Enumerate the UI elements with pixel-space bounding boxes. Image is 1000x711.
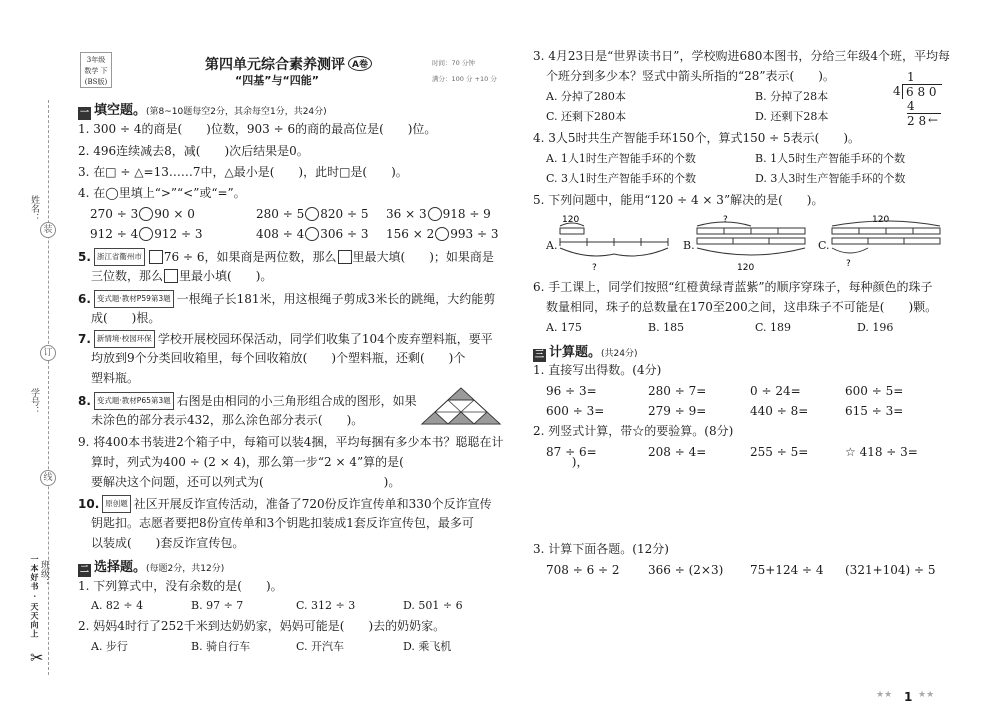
- arrow-left-icon: ←: [928, 113, 939, 127]
- compare-item: 270 ÷ 3 90 × 0: [90, 207, 195, 221]
- calc-item: ☆ 418 ÷ 3=: [845, 445, 918, 459]
- calc-item: 96 ÷ 3=: [546, 384, 597, 398]
- question-7-line2: 均放到9个分类回收箱里，每个回收箱放( )个塑料瓶，还剩( )个: [91, 351, 466, 365]
- section-calculation: [533, 341, 638, 362]
- section-title: 选择题。: [94, 560, 147, 575]
- section-title: 计算题。: [549, 345, 602, 360]
- calc-item: 440 ÷ 8=: [750, 404, 809, 418]
- page-title: [205, 54, 372, 74]
- class-label: 班级：: [39, 560, 49, 587]
- division-product: 4: [907, 99, 941, 114]
- section-fill-blank: [78, 99, 327, 120]
- compare-item: 912 ÷ 4 912 ÷ 3: [90, 227, 203, 241]
- diagram-label-b[interactable]: B.: [683, 239, 695, 252]
- section-note: (每题2分，共12分): [146, 564, 225, 574]
- answer-circle[interactable]: [435, 227, 449, 241]
- choice-6-line1: 6. 手工课上，同学们按照“红橙黄绿青蓝紫”的顺序穿珠子，每种颜色的珠子: [533, 280, 933, 294]
- question-7-line3: 塑料瓶。: [91, 371, 140, 385]
- question-3: 3. 在□ ÷ △=13……7中，△最小是( )，此时□是( )。: [78, 165, 408, 179]
- question-9-line2: 算时，列式为400 ÷ (2 × 4)，那么第一步“2 × 4”算的是( )，: [91, 455, 589, 469]
- calc-item: 600 ÷ 5=: [845, 384, 904, 398]
- calc-2-title: 2. 列竖式计算，带☆的要验算。(8分): [533, 424, 734, 438]
- choice-option[interactable]: A. 分掉了280本: [546, 90, 626, 103]
- question-tag: 新情境·校园环保: [94, 330, 155, 348]
- student-id-label: 学号：: [29, 388, 39, 415]
- answer-box[interactable]: [164, 269, 178, 283]
- choice-option[interactable]: C. 开汽车: [296, 640, 345, 653]
- choice-option[interactable]: D. 501 ÷ 6: [403, 599, 463, 612]
- choice-option[interactable]: D. 3人3时生产智能手环的个数: [755, 172, 906, 185]
- division-divisor: 4: [893, 84, 901, 98]
- answer-circle[interactable]: [305, 207, 319, 221]
- question-7-line1: 7. 新情境·校园环保 学校开展校园环保活动，同学们收集了104个废弃塑料瓶，要平: [78, 332, 493, 346]
- section-icon: 一: [79, 108, 89, 118]
- page-subtitle: “四基”与“四能”: [235, 74, 319, 87]
- choice-option[interactable]: D. 196: [857, 321, 894, 334]
- choice-option[interactable]: A. 175: [546, 321, 582, 334]
- brand-slogan: 一本好书 · 天天向上: [30, 555, 40, 639]
- choice-option[interactable]: D. 还剩下28本: [755, 110, 829, 123]
- time-limit: 时间：70 分钟: [432, 59, 475, 67]
- calc-item: 75+124 ÷ 4: [750, 563, 824, 577]
- choice-option[interactable]: C. 还剩下280本: [546, 110, 627, 123]
- compare-item: 156 × 2 993 ÷ 3: [386, 227, 499, 241]
- subject: 数学 下: [84, 67, 108, 75]
- question-4-intro: 4. 在◯里填上“>”“<”或“=”。: [78, 186, 246, 200]
- section-icon: 二: [79, 565, 89, 575]
- choice-option[interactable]: B. 185: [648, 321, 685, 334]
- calc-item: 208 ÷ 4=: [648, 445, 707, 459]
- section-multiple-choice: [78, 556, 224, 577]
- bar-diagram-a: [558, 212, 670, 274]
- choice-3-line2: 个班分到多少本？竖式中箭头所指的“28”表示( )。: [546, 69, 835, 83]
- question-10-line1: 10. 原创题 社区开展反诈宣传活动，准备了720份反诈宣传单和330个反诈宣传: [78, 497, 492, 511]
- choice-3-line1: 3. 4月23日是“世界读书日”，学校购进680本图书，分给三年级4个班，平均每: [533, 49, 950, 63]
- choice-option[interactable]: B. 97 ÷ 7: [191, 599, 244, 612]
- compare-item: 36 × 3 918 ÷ 9: [386, 207, 491, 221]
- edition: (BS版): [84, 78, 108, 86]
- question-5-line1: 5. 浙江省衢州市 76 ÷ 6，如果商是两位数，那么 里最大填( )；如果商是: [78, 250, 494, 264]
- choice-option[interactable]: C. 189: [755, 321, 792, 334]
- question-10-line3: 以装成( )套反诈宣传包。: [91, 536, 245, 550]
- answer-circle[interactable]: [428, 207, 442, 221]
- question-6-line2: 成( )根。: [91, 311, 161, 325]
- calc-item: 280 ÷ 7=: [648, 384, 707, 398]
- calc-item: 615 ÷ 3=: [845, 404, 904, 418]
- svg-text:?: ?: [592, 263, 597, 273]
- question-tag: 浙江省衢州市: [94, 248, 145, 266]
- binding-line: [48, 100, 49, 675]
- answer-box[interactable]: [338, 250, 352, 264]
- name-label: 姓名：: [29, 195, 39, 222]
- triangle-figure: [420, 386, 502, 426]
- scissors-icon: ✂: [30, 648, 44, 667]
- calc-3-title: 3. 计算下面各题。(12分): [533, 542, 669, 556]
- svg-text:120: 120: [872, 215, 890, 225]
- question-tag: 原创题: [102, 495, 131, 513]
- choice-option[interactable]: C. 312 ÷ 3: [296, 599, 356, 612]
- calc-item: 600 ÷ 3=: [546, 404, 605, 418]
- section-note: (共24分): [601, 349, 638, 359]
- division-dividend: 6 8 0: [902, 84, 942, 99]
- compare-item: 280 ÷ 5 820 ÷ 5: [256, 207, 369, 221]
- question-8-line1: 8. 变式题·教材P65第3题 右图是由相同的小三角形组合成的图形，如果: [78, 394, 417, 408]
- binding-circle: 订: [40, 345, 56, 361]
- calc-item: 0 ÷ 24=: [750, 384, 801, 398]
- calc-item: 279 ÷ 9=: [648, 404, 707, 418]
- title-text: 第四单元综合素养测评: [205, 57, 345, 73]
- choice-2-stem: 2. 妈妈4时行了252千米到达奶奶家，妈妈可能是( )去的奶奶家。: [78, 619, 446, 633]
- calc-item: 255 ÷ 5=: [750, 445, 809, 459]
- svg-text:120: 120: [737, 263, 755, 273]
- question-8-line2: 未涂色的部分表示432，那么涂色部分表示( )。: [91, 413, 364, 427]
- question-1: 1. 300 ÷ 4的商是( )位数，903 ÷ 6的商的最高位是( )位。: [78, 122, 437, 136]
- section-icon: 三: [534, 350, 544, 360]
- diagram-label-a[interactable]: A.: [546, 239, 558, 252]
- bar-diagram-b: [695, 212, 807, 274]
- grade: 3年级: [86, 56, 106, 64]
- long-division: [893, 70, 953, 130]
- choice-1-stem: 1. 下列算式中，没有余数的是( )。: [78, 579, 283, 593]
- compare-item: 408 ÷ 4 306 ÷ 3: [256, 227, 369, 241]
- choice-option[interactable]: A. 1人1时生产智能手环的个数: [546, 152, 696, 165]
- answer-circle[interactable]: [139, 227, 153, 241]
- division-quotient: 1: [907, 70, 915, 84]
- calc-item: 87 ÷ 6=: [546, 445, 597, 459]
- calc-item: 366 ÷ (2×3): [648, 563, 724, 577]
- question-6-line1: 6. 变式题·教材P59第3题 一根绳子长181米，用这根绳子剪成3米长的跳绳，大约能剪: [78, 292, 496, 306]
- question-2: 2. 496连续减去8，减( )次后结果是0。: [78, 144, 309, 158]
- binding-circle: 线: [40, 470, 56, 486]
- section-note: (第8~10题每空2分，其余每空1分，共24分): [146, 107, 327, 117]
- division-remainder: 2 8: [907, 114, 927, 128]
- choice-4-stem: 4. 3人5时共生产智能手环150个，算式150 ÷ 5表示( )。: [533, 131, 861, 145]
- question-9-line1: 9. 将400本书装进2个箱子中，每箱可以装4捆，平均每捆有多少本书？聪聪在计: [78, 435, 504, 449]
- full-score: 满分：100 分 +10 分: [432, 75, 497, 83]
- grade-box: [80, 52, 112, 88]
- star-decoration-icon: ★★: [876, 690, 893, 700]
- binding-circle: 装: [40, 222, 56, 238]
- page-number: 1: [904, 690, 913, 704]
- svg-text:?: ?: [846, 259, 851, 269]
- question-5-line2: 三位数，那么 里最小填( )。: [91, 269, 273, 283]
- question-tag: 变式题·教材P59第3题: [94, 290, 174, 308]
- calc-1-title: 1. 直接写出得数。(4分): [533, 363, 662, 377]
- diagram-label-c[interactable]: C.: [818, 239, 830, 252]
- calc-item: (321+104) ÷ 5: [845, 563, 936, 577]
- choice-option[interactable]: A. 步行: [91, 640, 128, 653]
- choice-option[interactable]: C. 3人1时生产智能手环的个数: [546, 172, 697, 185]
- bar-diagram-c: [830, 212, 942, 274]
- calc-item: 708 ÷ 6 ÷ 2: [546, 563, 620, 577]
- answer-circle[interactable]: [305, 227, 319, 241]
- question-tag: 变式题·教材P65第3题: [94, 392, 174, 410]
- choice-6-line2: 数量相同，珠子的总数量在170至200之间，这串珠子不可能是( )颗。: [546, 300, 938, 314]
- answer-box[interactable]: [149, 250, 163, 264]
- choice-option[interactable]: B. 分掉了28本: [755, 90, 829, 103]
- question-9-line3: 要解决这个问题，还可以列式为( )。: [91, 475, 401, 489]
- choice-option[interactable]: A. 82 ÷ 4: [91, 599, 144, 612]
- question-10-line2: 钥匙扣。志愿者要把8份宣传单和3个钥匙扣装成1套反诈宣传包，最多可: [91, 516, 474, 530]
- section-title: 填空题。: [94, 103, 147, 118]
- svg-text:?: ?: [723, 215, 728, 225]
- answer-circle[interactable]: [139, 207, 153, 221]
- choice-option[interactable]: B. 骑自行车: [191, 640, 251, 653]
- star-decoration-icon: ★★: [918, 690, 935, 700]
- choice-5-stem: 5. 下列问题中，能用“120 ÷ 4 × 3”解决的是( )。: [533, 193, 824, 207]
- choice-option[interactable]: D. 乘飞机: [403, 640, 452, 653]
- svg-text:120: 120: [562, 215, 580, 225]
- version-badge: A卷: [348, 56, 372, 71]
- choice-option[interactable]: B. 1人5时生产智能手环的个数: [755, 152, 906, 165]
